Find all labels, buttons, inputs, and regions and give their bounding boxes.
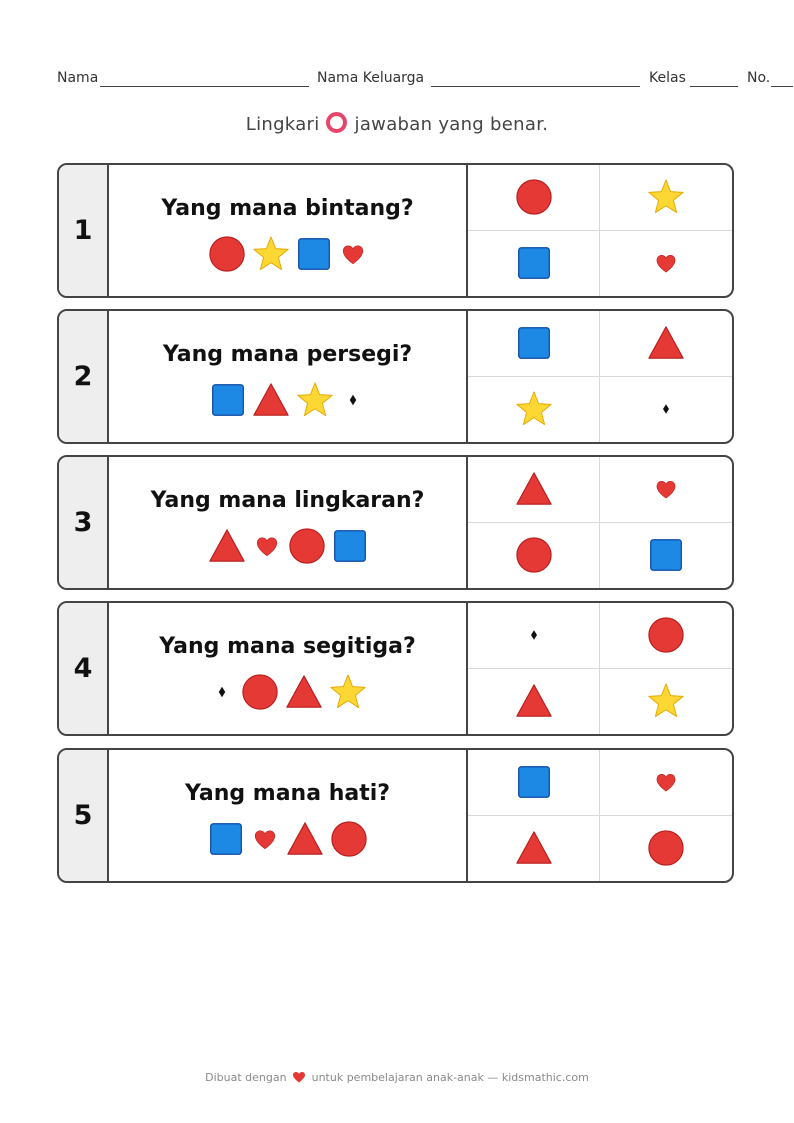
question-prompt	[109, 165, 468, 296]
star-icon	[647, 178, 685, 216]
question-number: 4	[59, 603, 109, 734]
triangle-icon	[515, 470, 553, 508]
heart-icon	[338, 239, 368, 269]
diamond-icon	[654, 397, 678, 421]
star-icon	[296, 381, 334, 419]
answer-option[interactable]	[468, 457, 600, 523]
question-prompt	[109, 311, 468, 442]
star-icon	[252, 235, 290, 273]
answer-grid	[468, 311, 732, 442]
square-icon	[208, 821, 244, 857]
footer-text-before: Dibuat dengan	[205, 1071, 287, 1084]
diamond-icon	[340, 387, 366, 413]
shape-sequence	[109, 235, 466, 273]
name-label: Nama	[57, 70, 99, 86]
instruction-text-before: Lingkari	[245, 114, 320, 135]
question-number: 3	[59, 457, 109, 588]
question-row	[57, 748, 734, 883]
circle-icon	[288, 527, 326, 565]
question-prompt	[109, 750, 468, 881]
shape-sequence	[109, 673, 466, 711]
square-icon	[516, 325, 552, 361]
answer-option[interactable]	[468, 231, 600, 297]
answer-option[interactable]	[600, 523, 732, 589]
instruction	[0, 112, 794, 135]
question-row	[57, 601, 734, 736]
diamond-icon	[522, 623, 546, 647]
answer-option[interactable]	[600, 457, 732, 523]
answer-option[interactable]	[600, 669, 732, 735]
circle-ring-icon	[326, 112, 347, 133]
answer-option[interactable]	[468, 669, 600, 735]
heart-icon	[293, 1072, 305, 1083]
question-number: 5	[59, 750, 109, 881]
question-row	[57, 455, 734, 590]
question-number: 2	[59, 311, 109, 442]
heart-icon	[250, 824, 280, 854]
heart-icon	[652, 768, 680, 796]
heart-icon	[252, 531, 282, 561]
answer-option[interactable]	[468, 603, 600, 669]
star-icon	[647, 682, 685, 720]
triangle-icon	[515, 682, 553, 720]
circle-icon	[647, 616, 685, 654]
instruction-text-after: jawaban yang benar.	[354, 114, 549, 135]
class-blank[interactable]	[690, 86, 738, 87]
square-icon	[648, 537, 684, 573]
circle-icon	[515, 536, 553, 574]
circle-icon	[330, 820, 368, 858]
question-text: Yang mana persegi?	[162, 342, 413, 367]
question-text: Yang mana segitiga?	[159, 634, 416, 659]
question-row	[57, 309, 734, 444]
circle-icon	[647, 829, 685, 867]
question-prompt	[109, 603, 468, 734]
number-label: No.	[747, 70, 771, 86]
square-icon	[516, 245, 552, 281]
number-blank[interactable]	[771, 86, 793, 87]
question-text: Yang mana bintang?	[161, 196, 414, 221]
question-number: 1	[59, 165, 109, 296]
footer-text-after: untuk pembelajaran anak-anak — kidsmathic.com	[311, 1071, 589, 1084]
family-name-label: Nama Keluarga	[317, 70, 425, 86]
answer-option[interactable]	[468, 750, 600, 816]
triangle-icon	[515, 829, 553, 867]
star-icon	[515, 390, 553, 428]
answer-option[interactable]	[600, 165, 732, 231]
triangle-icon	[647, 324, 685, 362]
answer-option[interactable]	[600, 311, 732, 377]
answer-option[interactable]	[468, 311, 600, 377]
question-prompt	[109, 457, 468, 588]
heart-icon	[652, 475, 680, 503]
student-info-line	[57, 70, 794, 90]
family-name-blank[interactable]	[431, 86, 640, 87]
square-icon	[516, 764, 552, 800]
question-text: Yang mana hati?	[184, 781, 391, 806]
answer-option[interactable]	[468, 165, 600, 231]
name-blank[interactable]	[100, 86, 309, 87]
circle-icon	[515, 178, 553, 216]
star-icon	[329, 673, 367, 711]
square-icon	[332, 528, 368, 564]
answer-grid	[468, 750, 732, 881]
triangle-icon	[285, 673, 323, 711]
diamond-icon	[209, 679, 235, 705]
answer-grid	[468, 457, 732, 588]
answer-option[interactable]	[600, 816, 732, 882]
answer-grid	[468, 603, 732, 734]
square-icon	[210, 382, 246, 418]
heart-icon	[652, 249, 680, 277]
answer-option[interactable]	[600, 231, 732, 297]
answer-grid	[468, 165, 732, 296]
answer-option[interactable]	[600, 750, 732, 816]
question-row	[57, 163, 734, 298]
circle-icon	[208, 235, 246, 273]
class-label: Kelas	[649, 70, 686, 86]
shape-sequence	[109, 820, 466, 858]
triangle-icon	[286, 820, 324, 858]
answer-option[interactable]	[468, 377, 600, 443]
shape-sequence	[109, 527, 466, 565]
answer-option[interactable]	[600, 603, 732, 669]
answer-option[interactable]	[468, 523, 600, 589]
footer	[0, 1071, 794, 1084]
question-text: Yang mana lingkaran?	[150, 488, 425, 513]
triangle-icon	[252, 381, 290, 419]
circle-icon	[241, 673, 279, 711]
square-icon	[296, 236, 332, 272]
shape-sequence	[109, 381, 466, 419]
triangle-icon	[208, 527, 246, 565]
answer-option[interactable]	[468, 816, 600, 882]
answer-option[interactable]	[600, 377, 732, 443]
